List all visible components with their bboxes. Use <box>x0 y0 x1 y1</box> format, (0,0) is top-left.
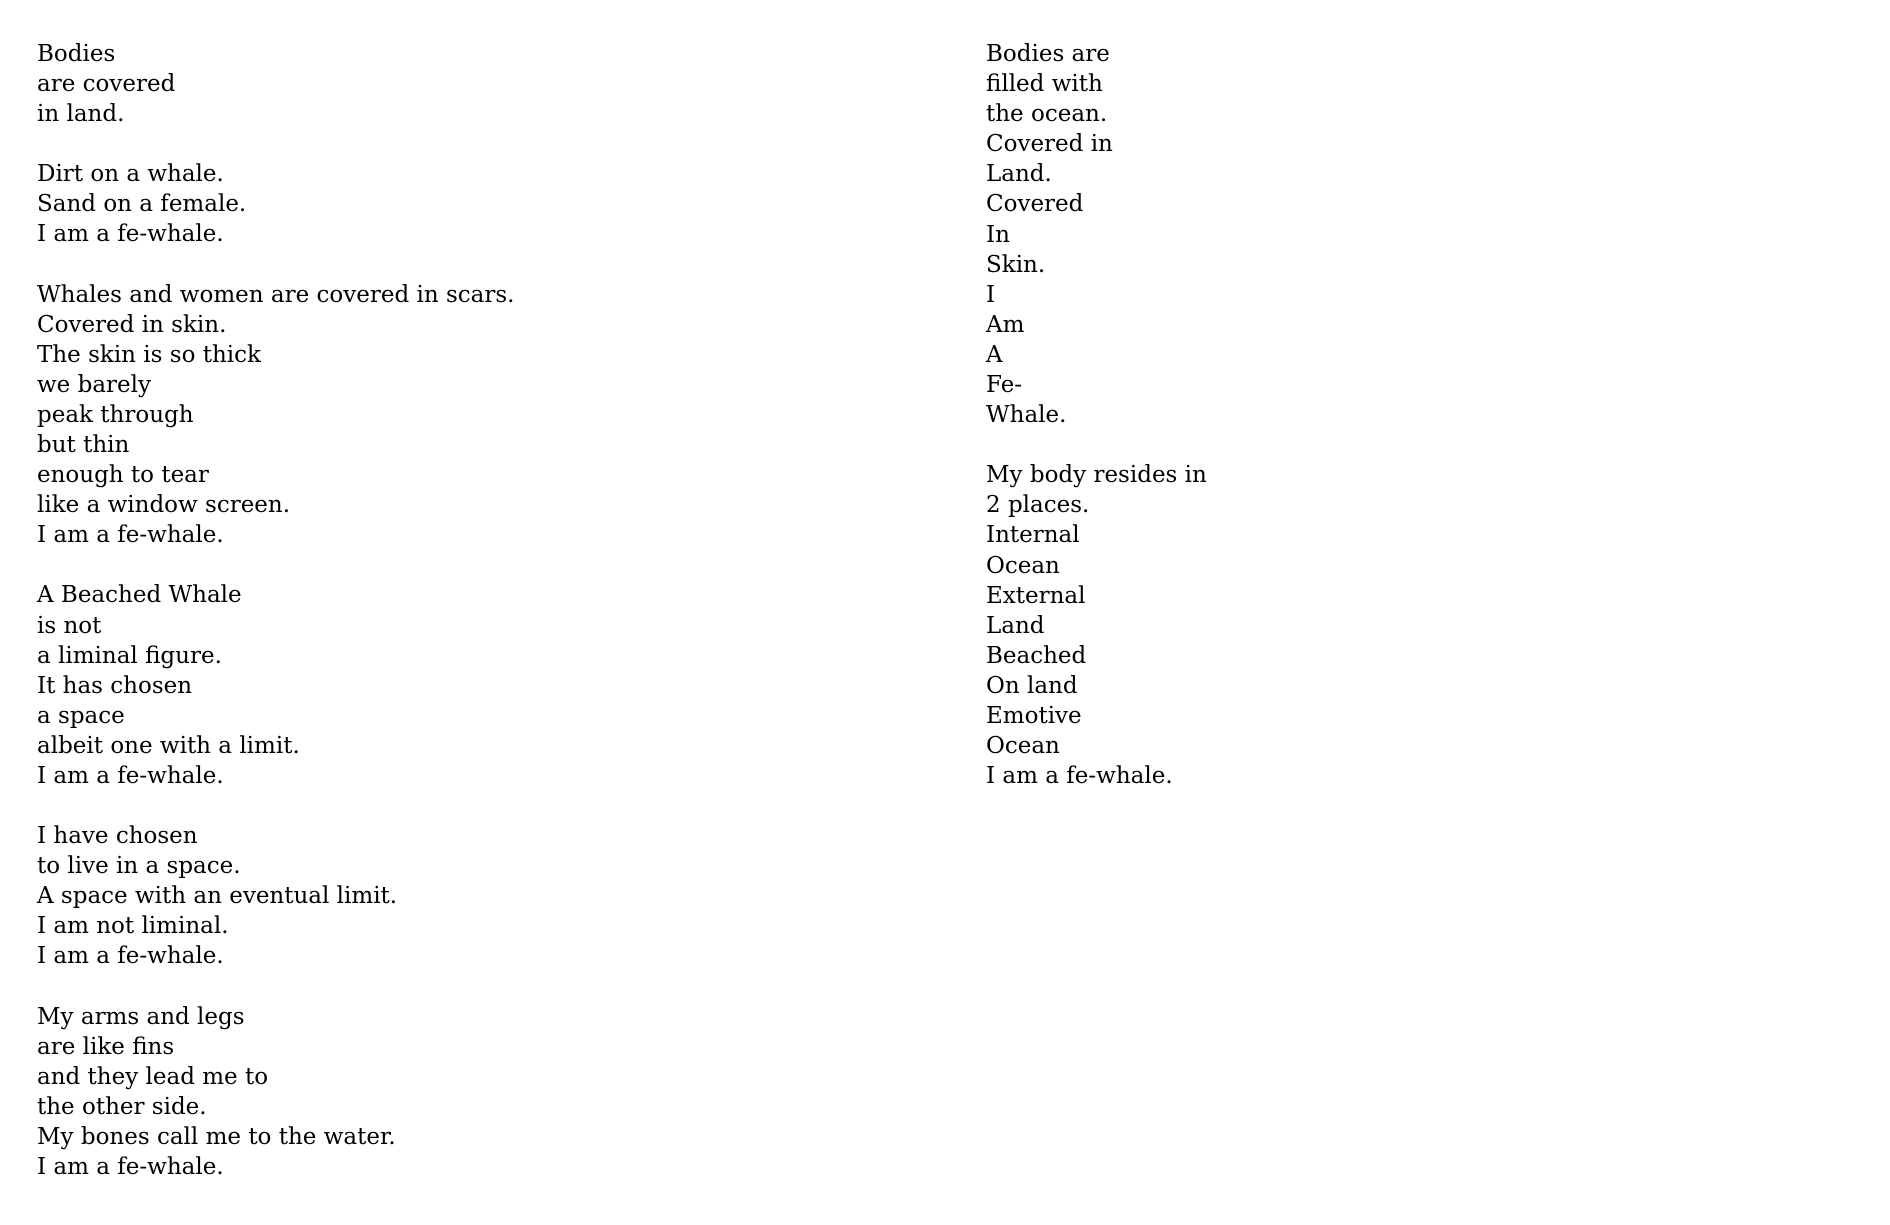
poem-line: The skin is so thick <box>37 341 261 368</box>
poem-line: a space <box>37 702 125 729</box>
right-column <box>986 39 1806 821</box>
poem-line: filled with <box>986 71 1103 98</box>
poem-line: peak through <box>37 401 194 428</box>
poem-line: the other side. <box>37 1093 207 1120</box>
poem-line: Beached <box>986 642 1087 669</box>
poem-line: the ocean. <box>986 101 1108 128</box>
poem-line: a liminal figure. <box>37 642 222 669</box>
poem-line: External <box>986 582 1086 609</box>
poem-line: I have chosen <box>37 823 198 850</box>
poem-line: Covered <box>986 191 1084 218</box>
stanza <box>986 460 1806 791</box>
poem-line: I am a fe-whale. <box>37 943 224 970</box>
poem-line: I am a fe-whale. <box>37 221 224 248</box>
poem-line: and they lead me to <box>37 1063 269 1090</box>
poem-line: My bones call me to the water. <box>37 1123 396 1150</box>
poem-line: we barely <box>37 371 152 398</box>
poem-line: Ocean <box>986 733 1060 760</box>
poem-line: Bodies are <box>986 41 1110 67</box>
poem-line: Am <box>986 311 1025 338</box>
poem-line: I am a fe-whale. <box>37 1154 224 1180</box>
poem-line: It has chosen <box>37 672 193 699</box>
poem-line: Ocean <box>986 552 1060 579</box>
stanza <box>37 1002 857 1183</box>
poem-line: Emotive <box>986 702 1082 729</box>
poem-line: On land <box>986 672 1078 699</box>
poem-line: in land. <box>37 101 125 128</box>
poem-line: Whale. <box>986 402 1067 429</box>
poem-line: albeit one with a limit. <box>37 732 300 759</box>
poem-line: Fe- <box>986 372 1023 399</box>
poem-line: I am a fe-whale. <box>37 762 224 789</box>
stanza <box>37 821 857 971</box>
poem-line: Whales and women are covered in scars. <box>37 281 515 308</box>
poem-line: but thin <box>37 432 130 459</box>
poem-line: Covered in <box>986 131 1113 158</box>
poem-line: Dirt on a whale. <box>37 161 224 188</box>
poem-line: Sand on a female. <box>37 191 247 218</box>
stanza <box>37 159 857 249</box>
poem-line: My arms and legs <box>37 1003 245 1030</box>
poem-line: Land. <box>986 161 1052 188</box>
poem-line: A space with an eventual limit. <box>37 883 398 910</box>
poem-line: Skin. <box>986 251 1046 278</box>
poem-line: is not <box>37 612 102 639</box>
poem-line: A <box>986 341 1003 368</box>
poem-line: are covered <box>37 71 176 98</box>
left-column <box>37 39 857 1212</box>
stanza <box>37 580 857 791</box>
stanza <box>37 39 857 129</box>
poem-line: My body resides in <box>986 462 1207 489</box>
poem-line: I am a fe-whale. <box>37 522 224 549</box>
poem-line: Bodies <box>37 41 116 67</box>
poem-line: like a window screen. <box>37 492 291 519</box>
poem-line: A Beached Whale <box>37 582 242 609</box>
stanza <box>986 39 1806 430</box>
poem-line: enough to tear <box>37 462 209 489</box>
poem-line: I am a fe-whale. <box>986 763 1173 790</box>
poem-line: I am not liminal. <box>37 913 229 940</box>
stanza <box>37 280 857 551</box>
poem-line: In <box>986 221 1010 248</box>
poem-line: Internal <box>986 522 1080 549</box>
poem-line: Covered in skin. <box>37 311 227 338</box>
poem-line: are like fins <box>37 1033 175 1060</box>
poem-line: to live in a space. <box>37 853 241 880</box>
poem-line: Land <box>986 612 1045 639</box>
poem-line: I <box>986 281 996 308</box>
poem-line: 2 places. <box>986 492 1090 519</box>
